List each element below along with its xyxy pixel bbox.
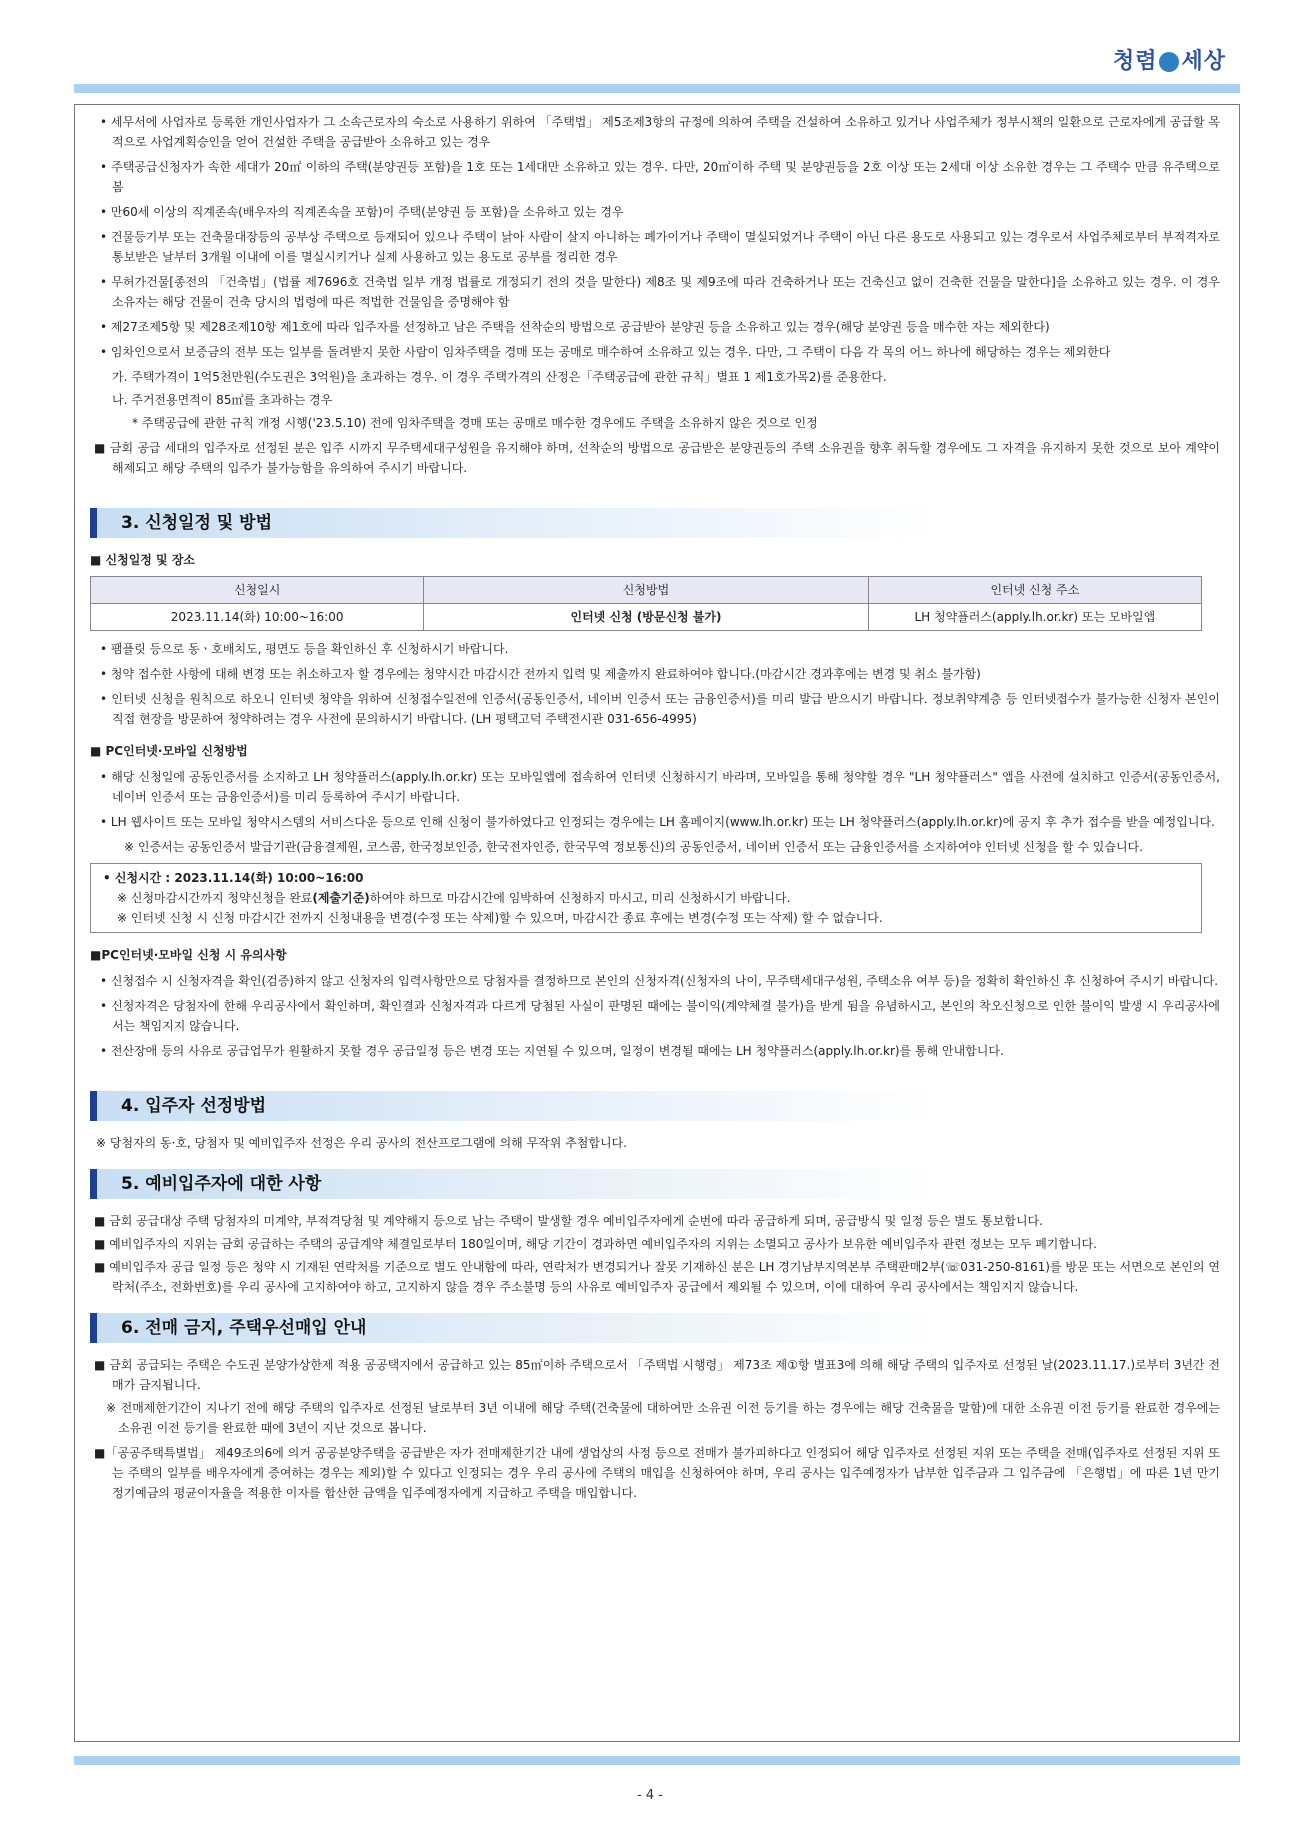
header-rule	[74, 84, 1240, 93]
list-item: • 만60세 이상의 직계존속(배우자의 직계존속을 포함)이 주택(분양권 등 포함)을 소유하고 있는 경우	[100, 205, 624, 219]
logo-emblem-icon	[1159, 52, 1179, 72]
section-header-6: 6. 전매 금지, 주택우선매입 안내	[90, 1313, 1220, 1343]
list-item: • 신청접수 시 신청자격을 확인(검증)하지 않고 신청자의 입력사항만으로 당첨자를 결정하므로 본인의 신청자격(신청자의 나이, 무주택세대구성원, 주택소유 여부 등)을 정확히 확인하신 후 신청하여 주시기 바랍니다.	[100, 974, 1219, 988]
sub-note: * 주택공급에 관한 규칙 개정 시행('23.5.10) 전에 임차주택을 경매 또는 공매로 매수한 경우에도 주택을 소유하지 않은 것으로 인정	[132, 416, 818, 430]
caution-heading: ■PC인터넷·모바일 신청 시 유의사항	[90, 948, 287, 962]
list-item: • 팸플릿 등으로 동ㆍ호배치도, 평면도 등을 확인하신 후 신청하시기 바랍니다.	[100, 642, 509, 656]
table-cell: 2023.11.14(화) 10:00~16:00	[91, 604, 424, 631]
section-header-3: 3. 신청일정 및 방법	[90, 508, 1220, 538]
notice-paragraph: ■「공공주택특별법」 제49조의6에 의거 공공분양주택을 공급받은 자가 전매제한기간 내에 생업상의 사정 등으로 전매가 불가피하다고 인정되어 해당 입주자로 선정된 지위 또는 주택을 전매(입주자로 선정된 지위 또는 주택의 일부를 배우자에게 증여하는 경우는 제외)할 수 있다고 인정되는 경우 우리 공사에 주택의 매입을 신청하여야 하며, 우리 공사는 입주예정자가 납부한 입주금과 그 입주금에 「은행법」에 따른 1년 만기 정기예금의 평균이자율을 적용한 이자를 합산한 금액을 입주예정자에게 지급하고 주택을 매입합니다.	[94, 1446, 1220, 1500]
footer-rule	[74, 1756, 1240, 1765]
schedule-heading: ■ 신청일정 및 장소	[90, 553, 196, 567]
list-item: • 청약 접수한 사항에 대해 변경 또는 취소하고자 할 경우에는 청약시간 마감시간 전까지 입력 및 제출까지 완료하여야 합니다.(마감시간 경과후에는 변경 및 취소 불가함)	[100, 667, 981, 681]
box-note: ※ 인터넷 신청 시 신청 마감시간 전까지 신청내용을 변경(수정 또는 삭제)할 수 있으며, 마감시간 종료 후에는 변경(수정 또는 삭제) 할 수 없습니다.	[117, 911, 883, 925]
notice-paragraph: ■ 예비입주자 공급 일정 등은 청약 시 기재된 연락처를 기준으로 별도 안내함에 따라, 연락처가 변경되거나 잘못 기재하신 분은 LH 경기남부지역본부 주택판매2부(☏031-250-8161)를 방문 또는 서면으로 본인의 연락처(주소, 전화번호)를 우리 공사에 고지하여야 하고, 고지하지 않을 경우 주소불명 등의 사유로 예비입주자 공급에서 제외될 수 있으며, 이에 대하여 우리 공사에서는 책임지지 않습니다.	[94, 1260, 1220, 1294]
sub-item: 가. 주택가격이 1억5천만원(수도권은 3억원)을 초과하는 경우. 이 경우 주택가격의 산정은「주택공급에 관한 규칙」별표 1 제1호가목2)를 준용한다.	[112, 370, 887, 384]
list-item: • 해당 신청일에 공동인증서를 소지하고 LH 청약플러스(apply.lh.or.kr) 또는 모바일앱에 접속하여 인터넷 신청하시기 바라며, 모바일을 통해 청약할 경우 "LH 청약플러스" 앱을 사전에 설치하고 인증서(공동인증서, 네이버 인증서 또는 금융인증서)를 미리 등록하여 주시기 바랍니다.	[100, 770, 1220, 804]
list-item: • 무허가건물[종전의 「건축법」(법률 제7696호 건축법 일부 개정 법률로 개정되기 전의 것을 말한다) 제8조 및 제9조에 따라 건축하거나 또는 건축신고 없이 건축한 건물을 말한다]을 소유하고 있는 경우. 이 경우 소유자는 해당 건물이 건축 당시의 법령에 따른 적법한 건물임을 증명해야 함	[100, 275, 1220, 309]
schedule-table	[90, 576, 1202, 631]
notice-paragraph: ■ 금회 공급대상 주택 당첨자의 미계약, 부적격당첨 및 계약해지 등으로 남는 주택이 발생할 경우 예비입주자에게 순번에 따라 공급하게 되며, 공급방식 및 일정 등은 별도 통보합니다.	[94, 1214, 1043, 1228]
list-item: • 주택공급신청자가 속한 세대가 20㎡ 이하의 주택(분양권등 포함)을 1호 또는 1세대만 소유하고 있는 경우. 다만, 20㎡이하 주택 및 분양권등을 2호 이상 또는 2세대 이상 소유한 경우는 그 주택수 만큼 유주택으로 봄	[100, 160, 1220, 194]
section-header-4: 4. 입주자 선정방법	[90, 1091, 1220, 1121]
list-item: • 세무서에 사업자로 등록한 개인사업자가 그 소속근로자의 숙소로 사용하기 위하여 「주택법」 제5조제3항의 규정에 의하여 주택을 건설하여 소유하고 있거나 사업주체가 정부시책의 일환으로 근로자에게 공급할 목적으로 사업계획승인을 얻어 건설한 주택을 공급받아 소유하고 있는 경우	[100, 115, 1220, 149]
selection-note: ※ 당첨자의 동·호, 당첨자 및 예비입주자 선정은 우리 공사의 전산프로그램에 의해 무작위 추첨합니다.	[96, 1136, 627, 1150]
document-body	[90, 110, 1220, 1505]
table-header: 인터넷 신청 주소	[868, 577, 1201, 604]
list-item: • 건물등기부 또는 건축물대장등의 공부상 주택으로 등재되어 있으나 주택이 낡아 사람이 살지 아니하는 폐가이거나 주택이 멸실되었거나 주택이 아닌 다른 용도로 사용되고 있는 경우로서 사업주체로부터 부적격자로 통보받은 날부터 3개월 이내에 이를 멸실시키거나 실제 사용하고 있는 용도로 공부를 정리한 경우	[100, 230, 1220, 264]
list-item: • 인터넷 신청을 원칙으로 하오니 인터넷 청약을 위하여 신청접수일전에 인증서(공동인증서, 네이버 인증서 또는 금융인증서)를 미리 발급 받으시기 바랍니다. 정보취약계층 등 인터넷접수가 불가능한 신청자 본인이 직접 현장을 방문하여 청약하려는 경우 사전에 문의하시기 바랍니다. (LH 평택고덕 주택전시관 031-656-4995)	[100, 692, 1220, 726]
list-item: • LH 웹사이트 또는 모바일 청약시스템의 서비스다운 등으로 인해 신청이 불가하였다고 인정되는 경우에는 LH 홈페이지(www.lh.or.kr) 또는 LH 청약플러스(apply.lh.or.kr)에 공지 후 추가 접수를 받을 예정입니다.	[100, 815, 1215, 829]
resale-note: ※ 전매제한기간이 지나기 전에 해당 주택의 입주자로 선정된 날로부터 3년 이내에 해당 주택(건축물에 대하여만 소유권 이전 등기를 하는 경우에는 해당 건축물을 말함)에 대한 소유권 이전 등기를 완료한 경우에는 소유권 이전 등기를 완료한 때에 3년이 지난 것으로 봅니다.	[106, 1401, 1220, 1435]
list-item: • 임차인으로서 보증금의 전부 또는 일부를 돌려받지 못한 사람이 임차주택을 경매 또는 공매로 매수하여 소유하고 있는 경우. 다만, 그 주택이 다음 각 목의 어느 하나에 해당하는 경우는 제외한다	[100, 345, 1111, 359]
sub-item: 나. 주거전용면적이 85㎡를 초과하는 경우	[112, 393, 333, 407]
certificate-note: ※ 인증서는 공동인증서 발급기관(금융결제원, 코스콤, 한국정보인증, 한국전자인증, 한국무역 정보통신)의 공동인증서, 네이버 인증서 또는 금융인증서를 소지하여야 인터넷 신청을 할 수 있습니다.	[124, 840, 1143, 854]
clean-world-logo: 청렴 세상	[1112, 49, 1226, 74]
list-item: • 전산장애 등의 사유로 공급업무가 원활하지 못할 경우 공급일정 등은 변경 또는 지연될 수 있으며, 일정이 변경될 때에는 LH 청약플러스(apply.lh.or.kr)를 통해 안내합니다.	[100, 1044, 1004, 1058]
pc-method-heading: ■ PC인터넷·모바일 신청방법	[90, 744, 248, 758]
list-item: • 제27조제5항 및 제28조제10항 제1호에 따라 입주자를 선정하고 남은 주택을 선착순의 방법으로 공급받아 분양권 등을 소유하고 있는 경우(해당 분양권 등을 매수한 자는 제외한다)	[100, 320, 1050, 334]
table-header: 신청일시	[91, 577, 424, 604]
notice-paragraph: ■ 예비입주자의 지위는 금회 공급하는 주택의 공급계약 체결일로부터 180일이며, 해당 기간이 경과하면 예비입주자의 지위는 소멸되고 공사가 보유한 예비입주자 관련 정보는 모두 폐기합니다.	[94, 1237, 1097, 1251]
table-cell: 인터넷 신청 (방문신청 불가)	[424, 604, 868, 631]
table-header: 신청방법	[424, 577, 868, 604]
page-number: - 4 -	[637, 1788, 663, 1803]
list-item: • 신청자격은 당첨자에 한해 우리공사에서 확인하며, 확인결과 신청자격과 다르게 당첨된 사실이 판명된 때에는 불이익(계약체결 불가)을 받게 됨을 유념하시고, 본인의 착오신청으로 인한 불이익 발생 시 우리공사에서는 책임지지 않습니다.	[100, 999, 1220, 1033]
box-note: ※ 신청마감시간까지 청약신청을 완료(제출기준)하여야 하므로 마감시간에 임박하여 신청하지 마시고, 미리 신청하시기 바랍니다.	[117, 891, 791, 905]
notice-paragraph: ■ 금회 공급 세대의 입주자로 선정된 분은 입주 시까지 무주택세대구성원을 유지해야 하며, 선착순의 방법으로 공급받은 분양권등의 주택 소유권을 향후 취득할 경우에도 그 자격을 유지하지 못한 것으로 보아 계약이 해제되고 해당 주택의 입주가 불가능함을 유의하여 주시기 바랍니다.	[94, 441, 1220, 475]
section-header-5: 5. 예비입주자에 대한 사항	[90, 1169, 1220, 1199]
application-time-box	[90, 863, 1202, 933]
application-time: • 신청시간 : 2023.11.14(화) 10:00~16:00	[103, 871, 364, 885]
table-cell: LH 청약플러스(apply.lh.or.kr) 또는 모바일앱	[868, 604, 1201, 631]
notice-paragraph: ■ 금회 공급되는 주택은 수도권 분양가상한제 적용 공공택지에서 공급하고 있는 85㎡이하 주택으로서 「주택법 시행령」 제73조 제①항 별표3에 의해 해당 주택의 입주자로 선정된 날(2023.11.17.)로부터 3년간 전매가 금지됩니다.	[94, 1358, 1220, 1392]
